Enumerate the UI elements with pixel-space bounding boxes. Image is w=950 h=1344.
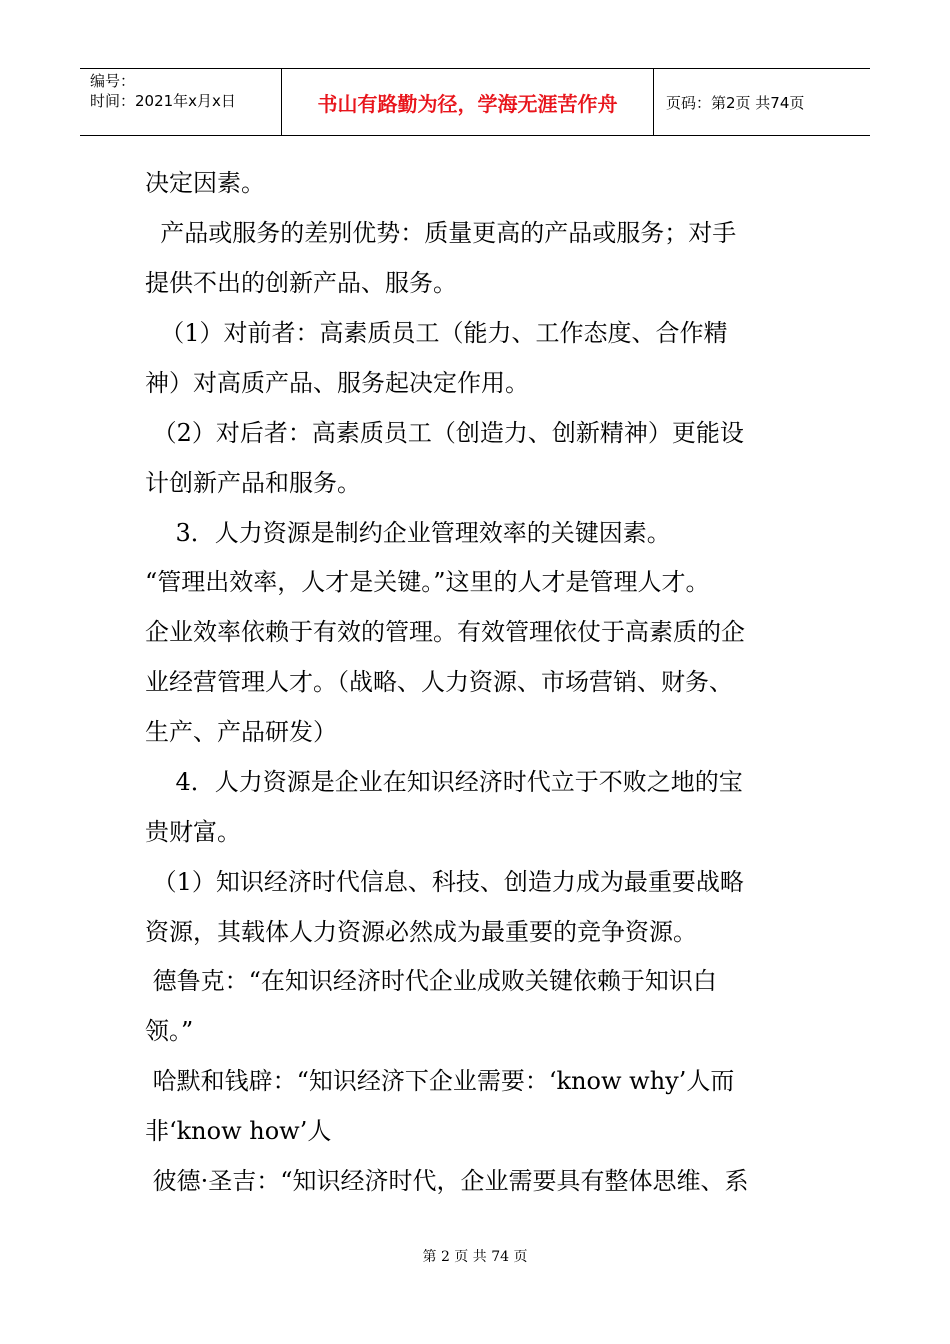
page-footer: 第 2 页 共 74 页: [422, 1249, 528, 1265]
body-line: “管理出效率，人才是关键。”这里的人才是管理人才。: [145, 568, 710, 596]
body-line: （1）对前者：高素质员工（能力、工作态度、合作精: [145, 319, 728, 347]
header-page-info: 页码：第2页 共74页: [666, 93, 805, 112]
body-line: 3．人力资源是制约企业管理效率的关键因素。: [145, 519, 671, 547]
body-line: 企业效率依赖于有效的管理。有效管理依仗于高素质的企: [145, 618, 745, 646]
header-motto: 书山有路勤为径，学海无涯苦作舟: [317, 91, 618, 116]
body-line: 哈默和钱辟：“知识经济下企业需要：‘know why’人而: [145, 1067, 735, 1095]
body-line: 彼德·圣吉：“知识经济时代，企业需要具有整体思维、系: [145, 1167, 749, 1195]
body-line: 4．人力资源是企业在知识经济时代立于不败之地的宝: [145, 768, 743, 796]
body-line: 贵财富。: [145, 818, 241, 846]
body-line: 决定因素。: [145, 169, 265, 197]
document-date: 时间：2021年x月x日: [90, 92, 236, 110]
body-line: （1）知识经济时代信息、科技、创造力成为最重要战略: [145, 868, 744, 896]
body-line: 资源，其载体人力资源必然成为最重要的竞争资源。: [145, 918, 697, 946]
body-line: 产品或服务的差别优势：质量更高的产品或服务；对手: [145, 219, 737, 247]
body-line: 业经营管理人才。（战略、人力资源、市场营销、财务、: [145, 668, 733, 696]
body-line: 德鲁克：“在知识经济时代企业成败关键依赖于知识白: [145, 967, 717, 995]
body-line: 计创新产品和服务。: [145, 469, 361, 497]
body-line: 领。”: [145, 1017, 194, 1045]
body-line: 非‘know how’人: [145, 1117, 332, 1145]
body-line: 生产、产品研发）: [145, 718, 337, 746]
document-number-label: 编号：: [90, 72, 136, 90]
body-line: 提供不出的创新产品、服务。: [145, 269, 457, 297]
body-line: （2）对后者：高素质员工（创造力、创新精神）更能设: [145, 419, 744, 447]
body-line: 神）对高质产品、服务起决定作用。: [145, 369, 529, 397]
